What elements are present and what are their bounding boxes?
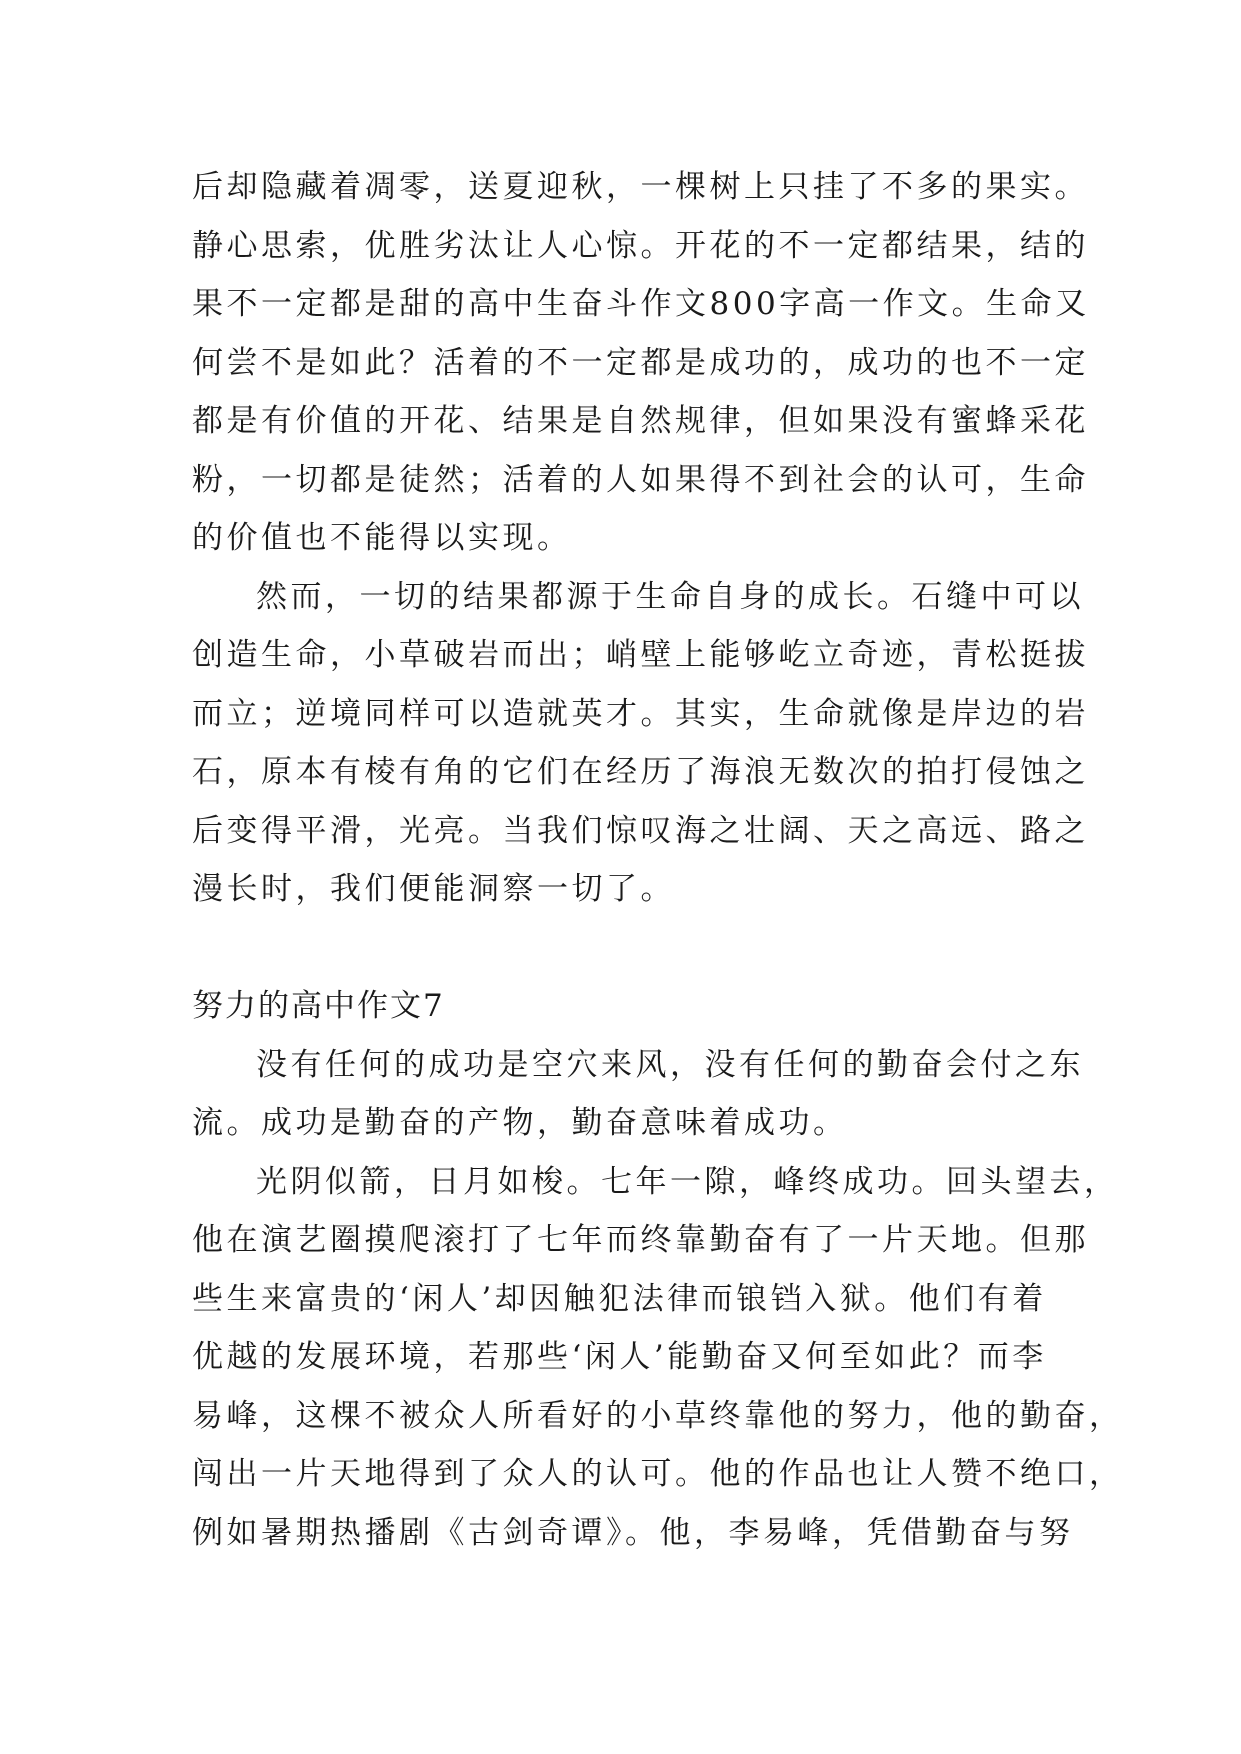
text-line: 漫长时，我们便能洞察一切了。 — [192, 871, 675, 907]
text-line: 粉，一切都是徒然；活着的人如果得不到社会的认可，生命 — [192, 461, 1089, 498]
text-line: 些生来富贵的‘闲人’却因触犯法律而锒铛入狱。他们有着 — [192, 1280, 1047, 1317]
text-line: 静心思索，优胜劣汰让人心惊。开花的不一定都结果，结的 — [192, 227, 1089, 264]
paragraph-1 — [192, 158, 1090, 568]
text-line: 他在演艺圈摸爬滚打了七年而终靠勤奋有了一片天地。但那 — [192, 1222, 1089, 1258]
text-line: 闯出一片天地得到了众人的认可。他的作品也让人赞不绝口， — [192, 1456, 1124, 1492]
paragraph-3 — [192, 1036, 1084, 1153]
text-line: 光阴似箭，日月如梭。七年一隙，峰终成功。回头望去， — [256, 1163, 1119, 1200]
text-line: 石，原本有棱有角的它们在经历了海浪无数次的拍打侵蚀之 — [192, 754, 1089, 790]
text-line: 没有任何的成功是空穴来风，没有任何的勤奋会付之东 — [256, 1046, 1084, 1083]
text-line: 的价值也不能得以实现。 — [192, 520, 572, 556]
text-line: 后变得平滑，光亮。当我们惊叹海之壮阔、天之高远、路之 — [192, 812, 1089, 849]
text-line: 都是有价值的开花、结果是自然规律，但如果没有蜜蜂采花 — [192, 403, 1089, 439]
text-line: 然而，一切的结果都源于生命自身的成长。石缝中可以 — [256, 578, 1084, 615]
text-line: 例如暑期热播剧《古剑奇谭》。他，李易峰，凭借勤奋与努 — [192, 1514, 1074, 1551]
paragraph-4 — [192, 1153, 1124, 1563]
text-line: 易峰，这棵不被众人所看好的小草终靠他的努力，他的勤奋， — [192, 1397, 1124, 1434]
text-line: 而立；逆境同样可以造就英才。其实，生命就像是岸边的岩 — [192, 695, 1089, 732]
text-line: 何尝不是如此？活着的不一定都是成功的，成功的也不一定 — [192, 344, 1089, 381]
blank-line — [192, 919, 1052, 978]
text-line: 流。成功是勤奋的产物，勤奋意味着成功。 — [192, 1105, 848, 1141]
section-title: 努力的高中作文7 — [192, 988, 445, 1024]
paragraph-2 — [192, 568, 1089, 919]
text-line: 优越的发展环境，若那些‘闲人’能勤奋又何至如此？而李 — [192, 1339, 1047, 1375]
document-page — [192, 158, 1124, 1562]
text-line: 后却隐藏着凋零，送夏迎秋，一棵树上只挂了不多的果实。 — [192, 169, 1089, 205]
text-line: 创造生命，小草破岩而出；峭壁上能够屹立奇迹，青松挺拔 — [192, 637, 1089, 673]
text-line: 果不一定都是甜的高中生奋斗作文800字高一作文。生命又 — [192, 286, 1090, 322]
